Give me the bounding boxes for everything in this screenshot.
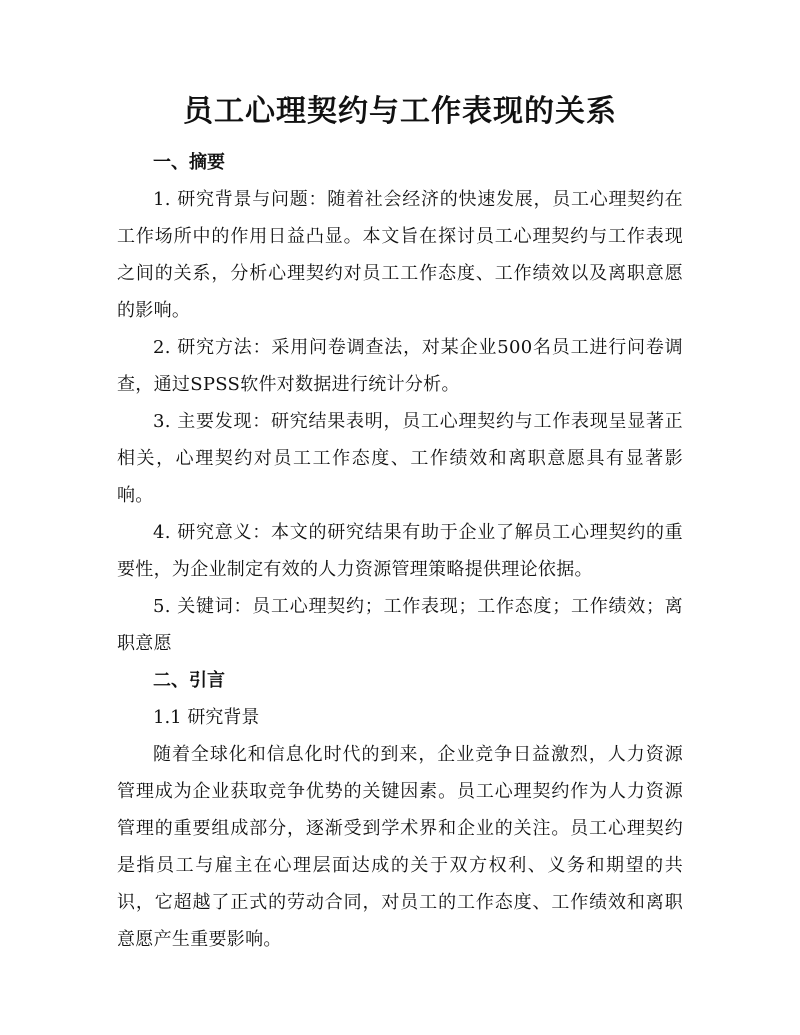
abstract-paragraph-significance: 4. 研究意义：本文的研究结果有助于企业了解员工心理契约的重要性，为企业制定有效的人力资源管理策略提供理论依据。: [117, 522, 683, 580]
document-body: [117, 144, 683, 958]
section-heading-abstract: 一、摘要: [153, 152, 225, 173]
abstract-paragraph-background: 1. 研究背景与问题：随着社会经济的快速发展，员工心理契约在工作场所中的作用日益凸显。本文旨在探讨员工心理契约与工作表现之间的关系，分析心理契约对员工工作态度、工作绩效以及离职意愿的影响。: [117, 189, 683, 321]
abstract-paragraph-keywords: 5. 关键词：员工心理契约；工作表现；工作态度；工作绩效；离职意愿: [117, 596, 683, 654]
section-heading-introduction: 二、引言: [153, 670, 225, 691]
document-title: 员工心理契约与工作表现的关系: [183, 94, 617, 129]
abstract-paragraph-findings: 3. 主要发现：研究结果表明，员工心理契约与工作表现呈显著正相关，心理契约对员工工作态度、工作绩效和离职意愿具有显著影响。: [117, 411, 683, 506]
abstract-paragraph-method: 2. 研究方法：采用问卷调查法，对某企业500名员工进行问卷调查，通过SPSS软件对数据进行统计分析。: [117, 337, 683, 395]
subsection-heading-background: 1.1 研究背景: [153, 707, 260, 728]
introduction-paragraph: 随着全球化和信息化时代的到来，企业竞争日益激烈，人力资源管理成为企业获取竞争优势的关键因素。员工心理契约作为人力资源管理的重要组成部分，逐渐受到学术界和企业的关注。员工心理契约是指员工与雇主在心理层面达成的关于双方权利、义务和期望的共识，它超越了正式的劳动合同，对员工的工作态度、工作绩效和离职意愿产生重要影响。: [117, 744, 683, 950]
